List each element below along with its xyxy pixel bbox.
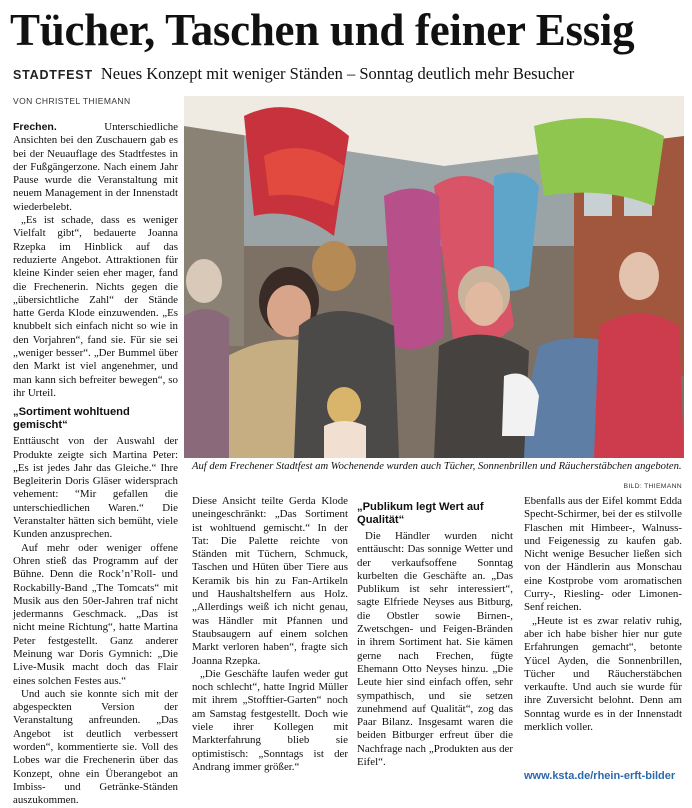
photo-caption: Auf dem Frechener Stadtfest am Wochenende wurden auch Tücher, Sonnenbrillen und Räucherstäbchen angeboten. — [192, 461, 682, 472]
body-paragraph: Auf mehr oder weniger offene Ohren stieß das Programm auf der Bühne. Denn die Rock’n’Roll- und Rockabilly-Band „The Tomcats“ mit Musik aus den 50er-Jahren traf nicht jedermanns Geschmack. „Das ist nicht meine Richtung“, hatte Martina Peter festgestellt. Ganz anderer Meinung war Doris Gymnich: „Die Live-Musik macht doch das Flair eines solchen Festes aus.“ — [13, 541, 178, 687]
deck-line: Neues Konzept mit weniger Ständen – Sonntag deutlich mehr Besucher — [100, 64, 575, 83]
crosshead: „Sortiment wohltuend gemischt“ — [13, 406, 130, 432]
body-paragraph — [13, 121, 178, 214]
market-photo — [184, 96, 684, 458]
photo-illustration — [184, 96, 684, 458]
body-paragraph: „Es ist schade, dass es weniger Vielfalt gibt“, bedauerte Joanna Rzepka im Hinblick auf das reduzierte Angebot. Attraktionen für kleine Kinder seien eher mager, fand die Frechenerin. Nichts gegen die „übersichtliche Zahl“ der Stände hatte Gerda Klode einzuwenden. „Es knubbelt sich einfach nicht so wie in den Vorjahren“, fand sie. Für sie sei „weniger besser“. „Der Bummel über den Markt ist viel angenehmer, und man kann sich befreiter bewegen“, so ihr Urteil. — [13, 214, 178, 399]
dateline: Frechen. — [13, 121, 57, 133]
subheadline-row — [13, 64, 689, 84]
body-paragraph: Die Händler wurden nicht enttäuscht: Das sonnige Wetter und der verkaufsoffene Sonntag kurbelten die Geschäfte an. „Das Publikum ist sehr interessiert“, sagte Elfriede Neyses aus Bitburg, die Obstler sowie Birnen-, Zwetschgen- und Feigen-Bränden in ihrem Sortiment hat. Sie kämen gerne nach Frechen, fügte Ehemann Otto Neyses hinzu. „Die Leute hier sind einfach offen, sehr sympathisch, und sie setzen zunehmend auf Qualität“, zog das Paar Bilanz. Insgesamt waren die beiden Bitburger erfreut über die Nachfrage nach „Produkten aus der Eifel“. — [357, 530, 513, 769]
section-kicker: STADTFEST — [13, 68, 93, 82]
photo-credit: BILD: THIEMANN — [623, 483, 682, 490]
body-paragraph: „Die Geschäfte laufen weder gut noch schlecht“, hatte Ingrid Müller mit ihrem „Stofftier-Garten“ noch am Samstag festgestellt. Doch wie viele ihrer Kollegen mit Markterfahrung blieb sie optimistisch: „Sonntags ist der Andrang immer größer.“ — [192, 667, 348, 773]
body-paragraph: „Heute ist es zwar relativ ruhig, aber ich habe bisher hier nur gute Erfahrungen gemacht“, betonte Yücel Ayden, die Sonnenbrillen, Tücher und Räucherstäbchen verkaufte. Und auch sie wurde für ihre Zuversicht belohnt. Denn am Sonntag wurde es in der Innenstadt merklich voller. — [524, 614, 682, 734]
text-column-2 — [192, 495, 348, 774]
crosshead: „Publikum legt Wert auf Qualität“ — [357, 501, 484, 526]
body-paragraph: Ebenfalls aus der Eifel kommt Edda Specht-Schirmer, bei der es stilvolle Flaschen mit Himbeer-, Walnuss- und Feigenessig zu kaufen gab. Nicht wenige Besucher ließen sich von der Händlerin aus Monschau eine Kostprobe vom aromatischen Curry-, Riesling- oder Limonen-Senf reichen. — [524, 495, 682, 614]
body-paragraph: Diese Ansicht teilte Gerda Klode uneingeschränkt: „Das Sortiment ist wohltuend gemischt.“ In der Tat: Die Palette reichte von Ständen mit Tüchern, Schmuck, Taschen und Hüten über Tiere aus Keramik bis hin zu Fan-Artikeln und Haushaltshelfern aus Holz. „Allerdings weiß ich nicht genau, was Händler mit Pfannen und Staubsaugern auf einem solchen Markt verloren haben“, fragte sich Joanna Rzepka. — [192, 495, 348, 667]
body-paragraph: Und auch sie konnte sich mit der abgespeckten Version der Veranstaltung anfreunden. „Das Angebot ist deutlich verbessert worden“, kommentierte sie. Voll des Lobes war die Frechenerin über das Konzept, ohne ein Überangebot an Imbiss- und Getränke-Ständen auszukommen. — [13, 687, 178, 807]
text-column-1 — [13, 121, 178, 808]
paragraph-text: Unterschiedliche Ansichten bei den Zuschauern gab es bei der Neuauflage des Stadtfestes in der Fußgängerzone. Nach einem Jahr Pause wurde die Veranstaltung mit neuem Management in der Innenstadt wiederbelebt. — [13, 121, 178, 213]
byline: VON CHRISTEL THIEMANN — [13, 96, 131, 106]
gallery-link[interactable]: www.ksta.de/rhein-erft-bilder — [524, 770, 676, 782]
body-paragraph: Enttäuscht von der Auswahl der Produkte zeigte sich Martina Peter: „Es ist jedes Jahr das Gleiche.“ Ihre Begleiterin Doris Gläser widersprach vehement: “Mir gefallen die unterschiedlichen Waren.“ Die Veranstalter hätten sich bemüht, viele Kunden anzusprechen. — [13, 435, 178, 541]
text-column-3 — [357, 495, 513, 769]
headline: Tücher, Taschen und feiner Essig — [10, 5, 635, 55]
text-column-4 — [524, 495, 682, 734]
